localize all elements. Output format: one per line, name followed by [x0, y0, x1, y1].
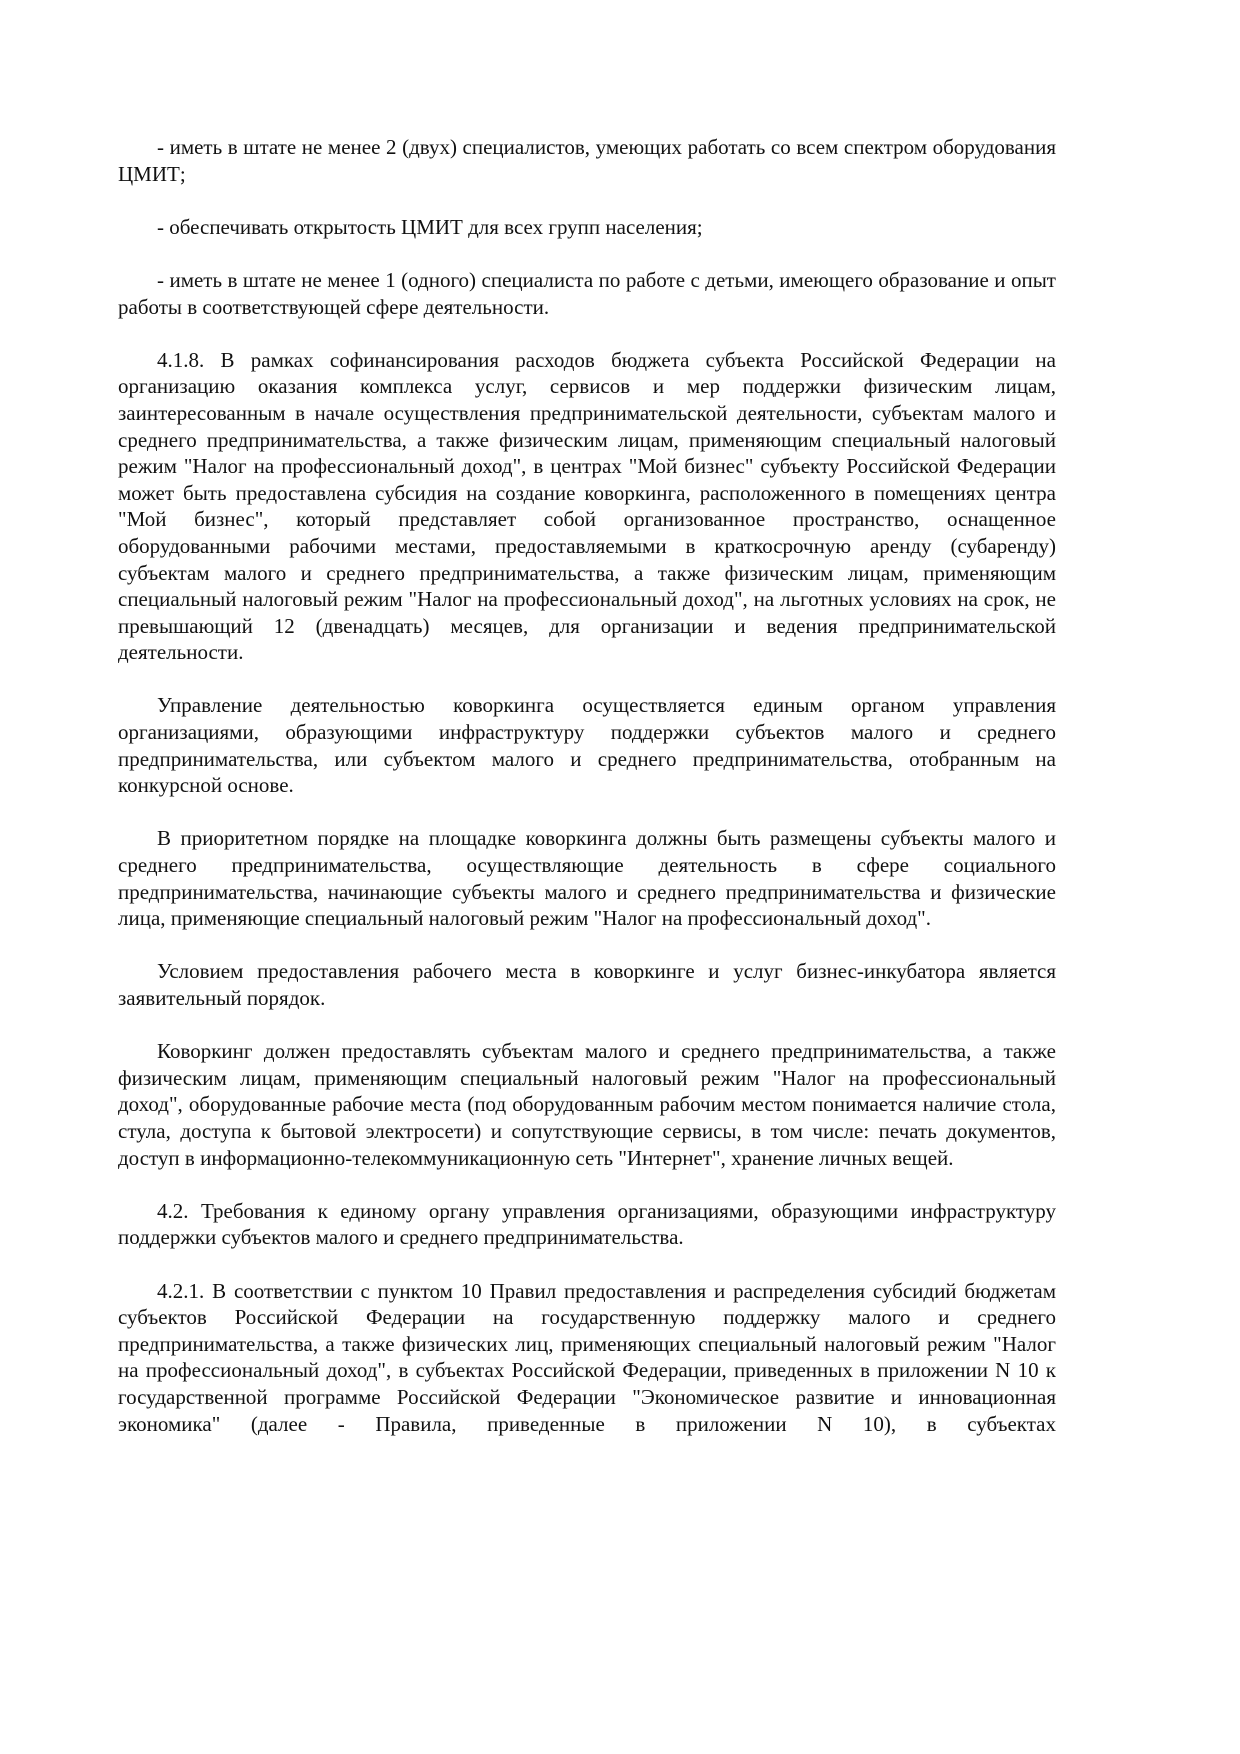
paragraph-staff-equipment-specialists: - иметь в штате не менее 2 (двух) специалистов, умеющих работать со всем спектром оборудования ЦМИТ;: [118, 135, 1056, 186]
paragraph-4-2: 4.2. Требования к единому органу управления организациями, образующими инфраструктуру поддержки субъектов малого и среднего предпринимательства.: [118, 1198, 1056, 1250]
paragraph-coworking-priority: В приоритетном порядке на площадке коворкинга должны быть размещены субъекты малого и среднего предпринимательства, осуществляющие деятельность в сфере социального предпринимательства, начинающие субъекты малого и среднего предпринимательства и физические лица, применяющие специальный налоговый режим "Налог на профессиональный доход".: [118, 826, 1056, 931]
paragraph-coworking-management: Управление деятельностью коворкинга осуществляется единым органом управления организациями, образующими инфраструктуру поддержки субъектов малого и среднего предпринимательства, или субъектом малого и среднего предпринимательства, отобранным на конкурсной основе.: [118, 693, 1056, 798]
document-page: [118, 134, 1056, 1464]
paragraph-application-condition: Условием предоставления рабочего места в коворкинге и услуг бизнес-инкубатора является заявительный порядок.: [118, 959, 1056, 1010]
paragraph-4-1-8: 4.1.8. В рамках софинансирования расходов бюджета субъекта Российской Федерации на организацию оказания комплекса услуг, сервисов и мер поддержки физическим лицам, заинтересованным в начале осуществления предпринимательской деятельности, субъектам малого и среднего предпринимательства, а также физическим лицам, применяющим специальный налоговый режим "Налог на профессиональный доход", в центрах "Мой бизнес" субъекту Российской Федерации может быть предоставлена субсидия на создание коворкинга, расположенного в помещениях центра "Мой бизнес", который представляет собой организованное пространство, оснащенное оборудованными рабочими местами, предоставляемыми в краткосрочную аренду (субаренду) субъектам малого и среднего предпринимательства, а также физическим лицам, применяющим специальный налоговый режим "Налог на профессиональный доход", на льготных условиях на срок, не превышающий 12 (двенадцать) месяцев, для организации и ведения предпринимательской деятельности.: [118, 347, 1056, 665]
paragraph-openness: - обеспечивать открытость ЦМИТ для всех групп населения;: [157, 214, 703, 239]
paragraph-4-2-1: 4.2.1. В соответствии с пунктом 10 Правил предоставления и распределения субсидий бюджетам субъектов Российской Федерации на государственную поддержку малого и среднего предпринимательства, а также физических лиц, применяющих специальный налоговый режим "Налог на профессиональный доход", в субъектах Российской Федерации, приведенных в приложении N 10 к государственной программе Российской Федерации "Экономическое развитие и инновационная экономика" (далее - Правила, приведенные в приложении N 10), в субъектах: [118, 1278, 1056, 1436]
paragraph-children-specialist: - иметь в штате не менее 1 (одного) специалиста по работе с детьми, имеющего образование и опыт работы в соответствующей сфере деятельности.: [118, 267, 1056, 319]
paragraph-coworking-services: Коворкинг должен предоставлять субъектам малого и среднего предпринимательства, а также физическим лицам, применяющим специальный налоговый режим "Налог на профессиональный доход", оборудованные рабочие места (под оборудованным рабочим местом понимается наличие стола, стула, доступа к бытовой электросети) и сопутствующие сервисы, в том числе: печать документов, доступ в информационно-телекоммуникационную сеть "Интернет", хранение личных вещей.: [118, 1039, 1056, 1170]
